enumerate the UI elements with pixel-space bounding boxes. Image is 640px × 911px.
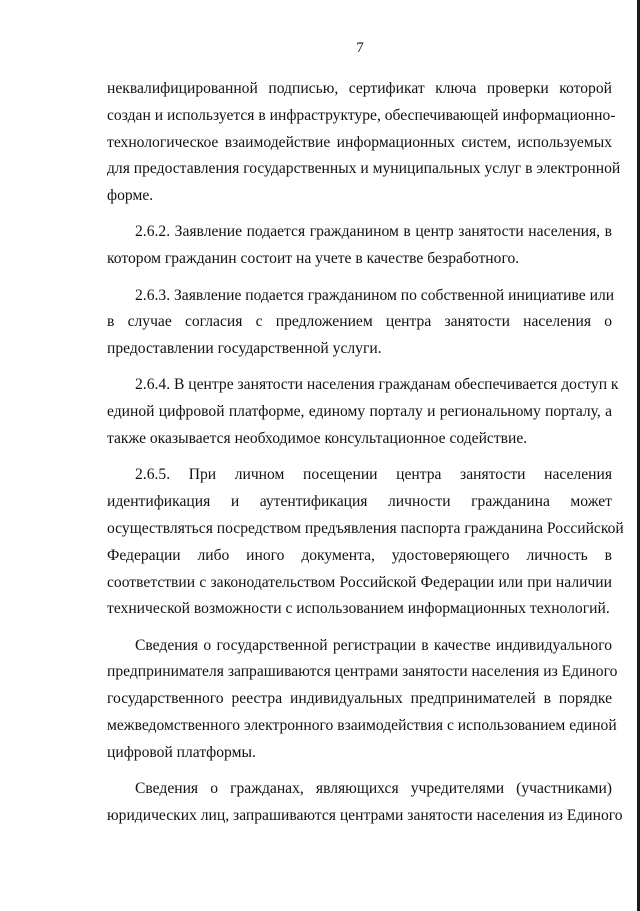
paragraph (107, 219, 612, 273)
text-line: соответствии с законодательством Российской Федерации или при наличии (107, 573, 612, 591)
paragraph (107, 372, 619, 452)
page-number: 7 (356, 40, 364, 56)
text-line: межведомственного электронного взаимодействия с использованием единой (107, 717, 617, 735)
text-line: осуществляться посредством предъявления паспорта гражданина Российской (107, 519, 624, 537)
document-body (107, 76, 624, 830)
text-line: 2.6.4. В центре занятости населения гражданам обеспечивается доступ к (135, 376, 619, 394)
text-line: государственного реестра индивидуальных предпринимателей в порядке (107, 690, 612, 708)
text-line: создан и используется в инфраструктуре, обеспечивающей информационно- (107, 106, 616, 124)
text-line: цифровой платформы. (107, 743, 256, 761)
text-line: 2.6.2. Заявление подается гражданином в центр занятости населения, в (135, 223, 612, 241)
text-line: идентификация и аутентификация личности гражданина может (107, 493, 612, 511)
paragraph (107, 76, 621, 210)
paragraph (107, 283, 615, 363)
text-line: для предоставления государственных и муниципальных услуг в электронной (107, 160, 621, 178)
text-line: Сведения о гражданах, являющихся учредителями (участниками) (135, 780, 612, 798)
text-line: в случае согласия с предложением центра занятости населения о (107, 313, 612, 331)
paragraph (107, 633, 618, 767)
text-line: форме. (107, 187, 154, 205)
text-line: 2.6.5. При личном посещении центра занятости населения (135, 466, 612, 484)
text-line: предоставлении государственной услуги. (107, 340, 382, 358)
paragraph (107, 462, 624, 623)
text-line: Федерации либо иного документа, удостоверяющего личность в (107, 546, 612, 564)
text-line: котором гражданин состоит на учете в качестве безработного. (107, 250, 520, 268)
text-line: технической возможности с использованием информационных технологий. (107, 600, 610, 618)
text-line: Сведения о государственной регистрации в качестве индивидуального (135, 636, 612, 654)
text-line: юридических лиц, запрашиваются центрами занятости населения из Единого (107, 806, 623, 824)
text-line: неквалифицированной подписью, сертификат ключа проверки которой (107, 80, 612, 97)
paragraph (107, 776, 623, 830)
text-line: предпринимателя запрашиваются центрами занятости населения из Единого (107, 663, 618, 681)
text-line: 2.6.3. Заявление подается гражданином по собственной инициативе или (135, 286, 615, 304)
text-line: единой цифровой платформе, единому порталу и региональному порталу, а (107, 403, 612, 421)
text-line: также оказывается необходимое консультационное содействие. (107, 430, 528, 448)
text-line: технологическое взаимодействие информационных систем, используемых (107, 133, 612, 151)
